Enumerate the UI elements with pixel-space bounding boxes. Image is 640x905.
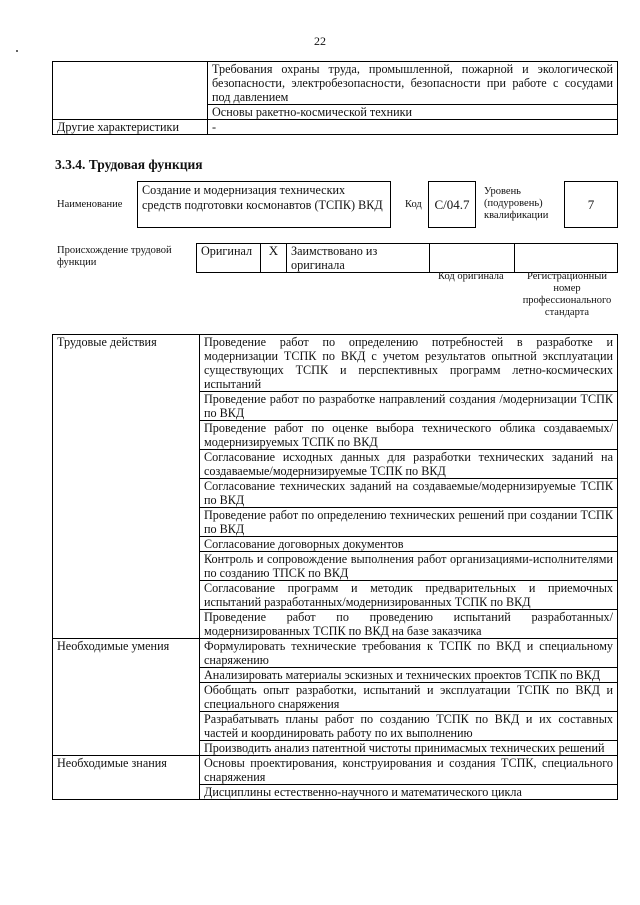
row-label: Другие характеристики [53,120,208,135]
table-row [53,335,618,392]
table-cell-item: Проведение работ по определению потребностей в разработке и модернизации ТСПК по ВКД с учетом результатов опытной эксплуатации существующих ТСПК и перспективных программ летно-космических испытаний [200,335,618,392]
table-cell-item: Основы проектирования, конструирования и создания ТСПК, специального снаряжения [200,756,618,785]
table-cell-item: Проведение работ по оценке выбора технического облика создаваемых/модернизируемых ТСПК по ВКД [200,421,618,450]
row-label [53,62,208,120]
original-code-cell [430,244,515,273]
table-cell-item: Проведение работ по разработке направлений создания /модернизации ТСПК по ВКД [200,392,618,421]
name-label: Наименование [57,199,123,210]
reg-number-caption: Регистрационный номер профессионального стандарта [522,271,612,318]
table-cell-item: Согласование договорных документов [200,537,618,552]
table-cell-item: Проведение работ по проведению испытаний разработанных/модернизированных ТСПК по ВКД на базе заказчика [200,610,618,639]
qualification-level-box: 7 [564,181,618,228]
main-function-table [52,334,618,800]
row-label: Необходимые знания [53,756,200,800]
original-label: Оригинал [197,244,261,273]
page-number: 22 [314,34,326,48]
table-cell-item: Основы ракетно-космической техники [208,105,618,120]
table-row [53,756,618,785]
table-cell-item: Проведение работ по определению технических решений при создании ТСПК по ВКД [200,508,618,537]
level-label: Уровень (подуровень) квалификации [484,186,549,221]
table-row [53,120,618,135]
row-label: Необходимые умения [53,639,200,756]
table-cell-item: Согласование программ и методик предварительных и приемочных испытаний разработанных/модернизированных ТСПК по ВКД [200,581,618,610]
code-label: Код [405,199,422,210]
row-label: Трудовые действия [53,335,200,639]
borrowed-label: Заимствовано из оригинала [287,244,430,273]
table-cell-item: Обобщать опыт разработки, испытаний и эксплуатации ТСПК по ВКД и специального снаряжения [200,683,618,712]
table-row [53,639,618,668]
function-code-box: С/04.7 [428,181,476,228]
reg-number-cell [515,244,618,273]
table-row [53,62,618,105]
table-cell-item: Требования охраны труда, промышленной, пожарной и экологической безопасности, электробезопасности, безопасности при работе с сосудами под давлением [208,62,618,105]
function-name-box: Создание и модернизация технических средств подготовки космонавтов (ТСПК) ВКД [137,181,391,228]
scan-speck [16,50,18,52]
original-code-caption: Код оригинала [438,271,504,282]
table-cell-item: Контроль и сопровождение выполнения работ организациями-исполнителями по созданию ТПСК по ВКД [200,552,618,581]
top-requirements-table [52,61,618,135]
table-cell-item: - [208,120,618,135]
original-mark: X [261,244,287,273]
origin-label: Происхождение трудовой функции [57,245,172,268]
table-cell-item: Согласование исходных данных для разработки технических заданий на создаваемые/модернизируемые ТСПК по ВКД [200,450,618,479]
table-cell-item: Производить анализ патентной чистоты принимасмых технических решений [200,741,618,756]
origin-table [196,243,618,273]
table-cell-item: Анализировать материалы эскизных и технических проектов ТСПК по ВКД [200,668,618,683]
table-cell-item: Дисциплины естественно-научного и математического цикла [200,785,618,800]
table-cell-item: Разрабатывать планы работ по созданию ТСПК по ВКД и их составных частей и координировать работу по их выполнению [200,712,618,741]
section-title: 3.3.4. Трудовая функция [55,157,203,172]
table-cell-item: Согласование технических заданий на создаваемые/модернизируемые ТСПК по ВКД [200,479,618,508]
table-cell-item: Формулировать технические требования к ТСПК по ВКД и специальному снаряжению [200,639,618,668]
